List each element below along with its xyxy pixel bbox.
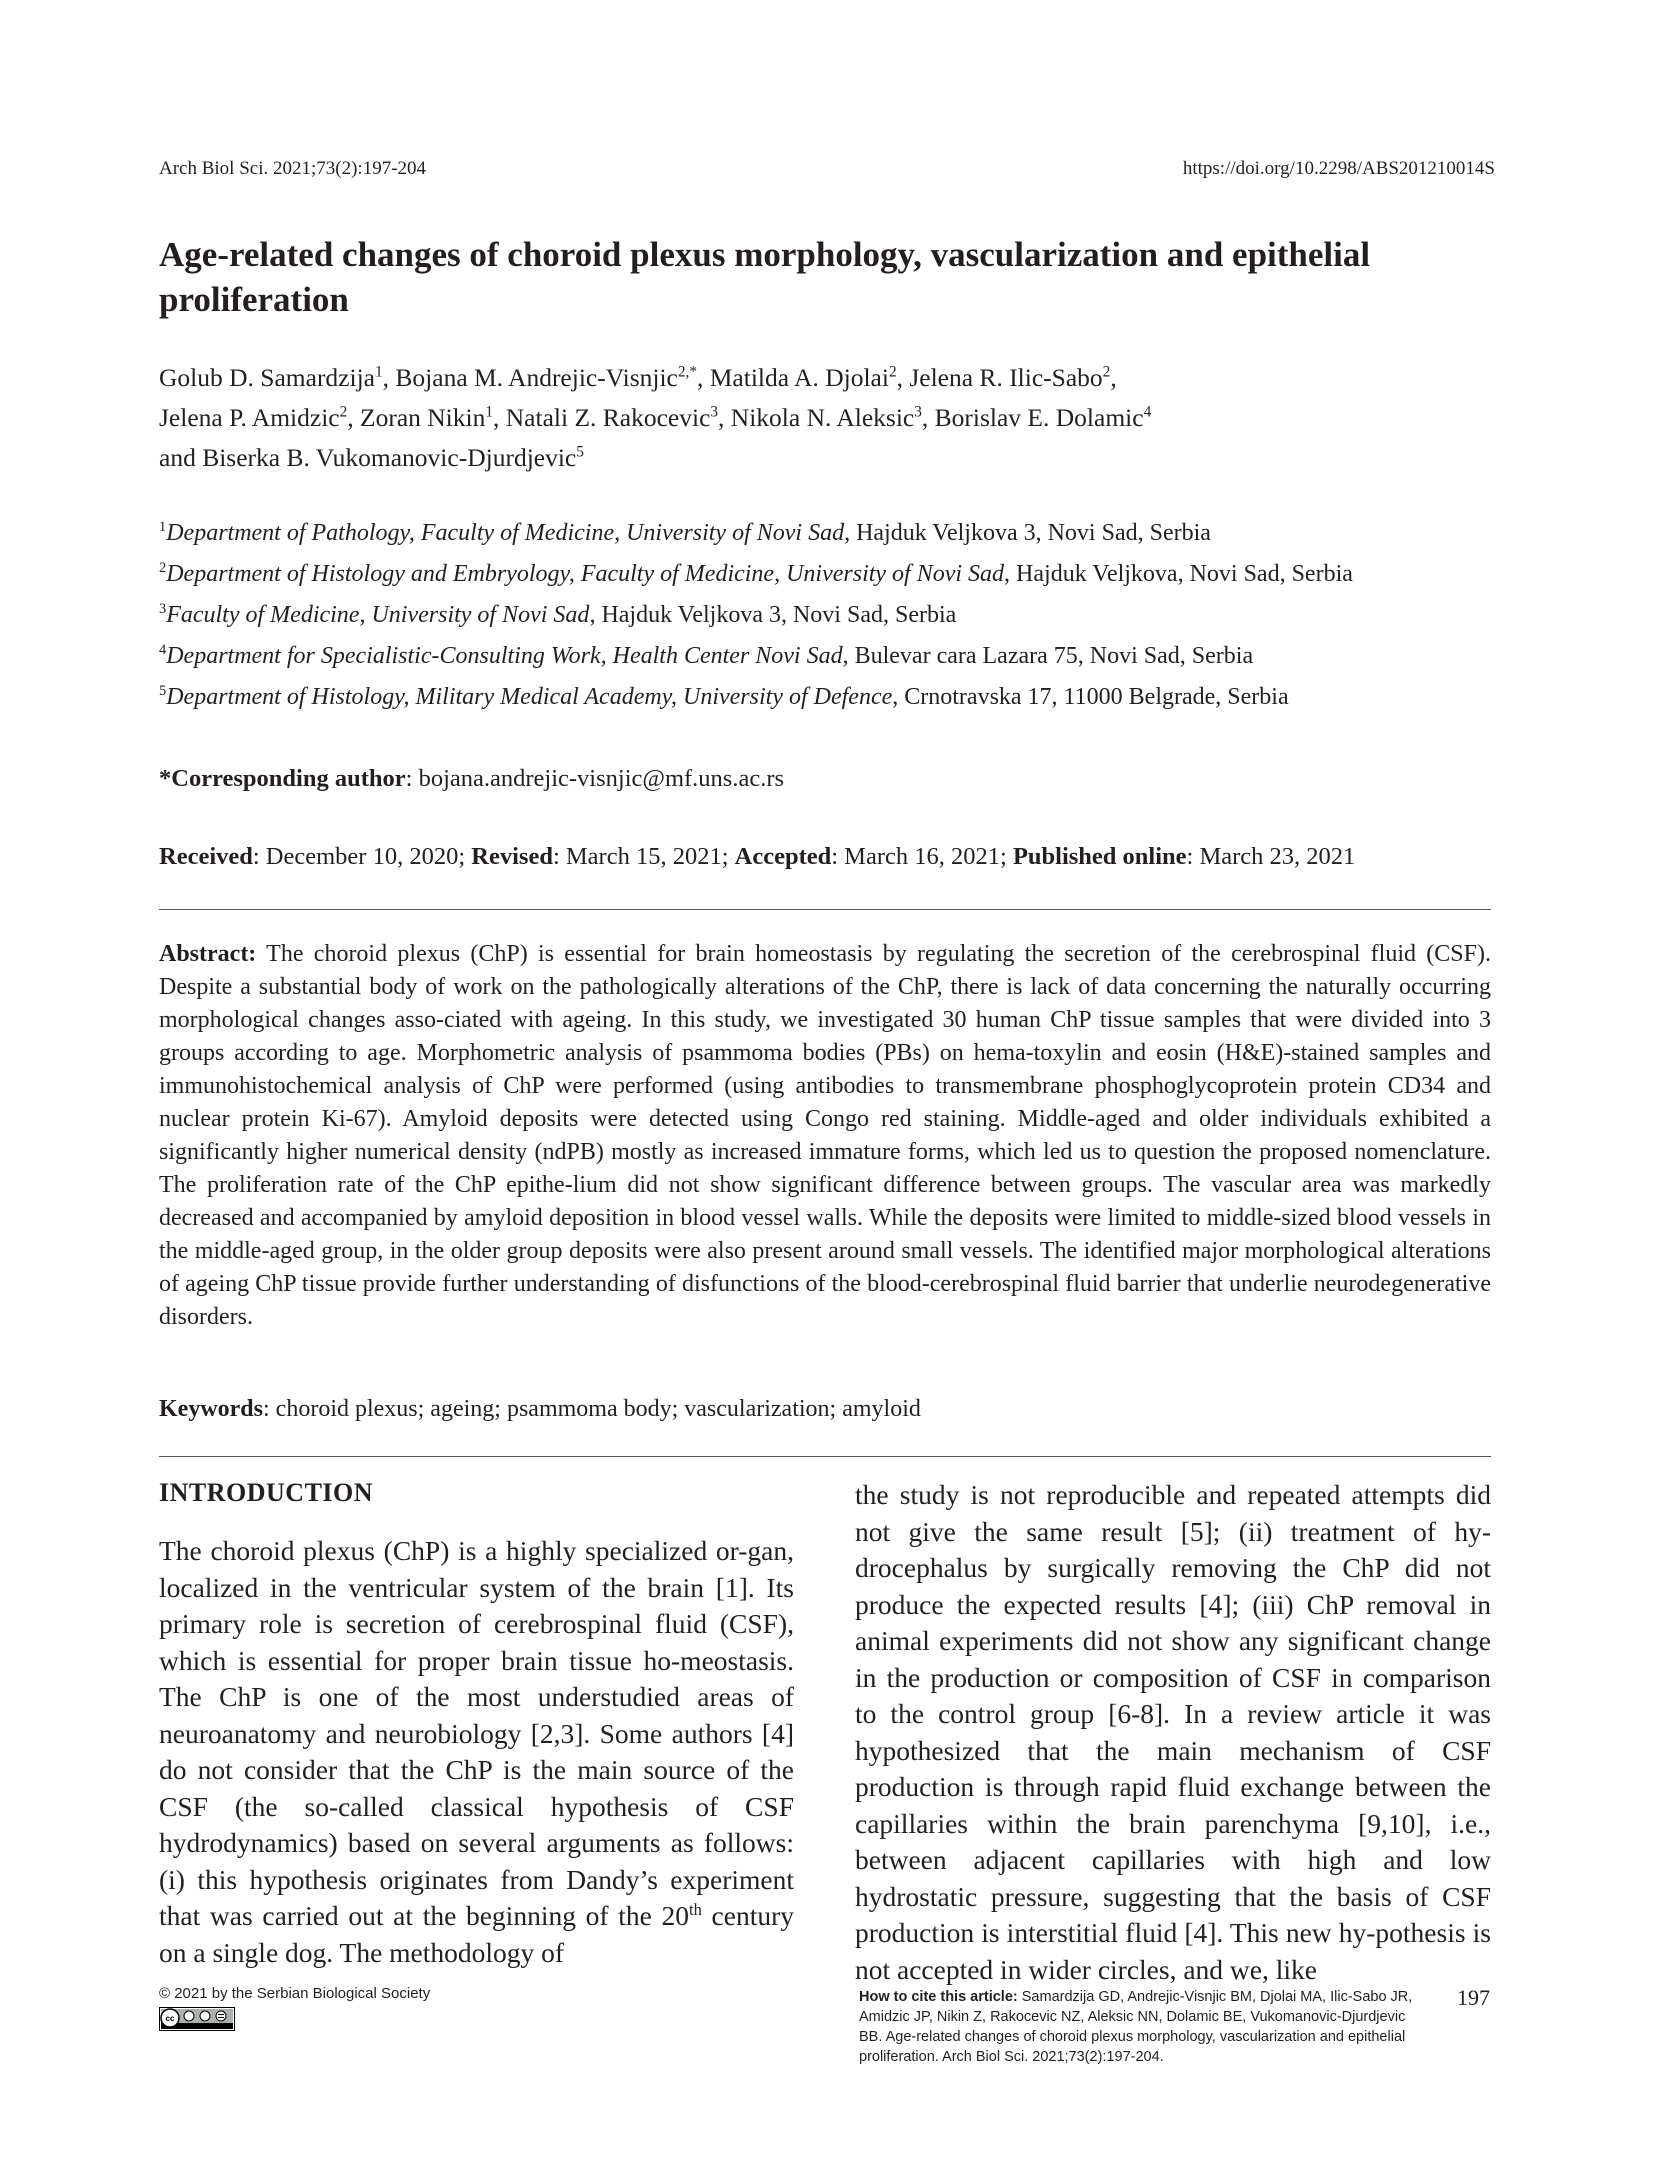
author-name: Zoran Nikin — [360, 403, 486, 432]
author-affiliation-mark: 2 — [339, 403, 348, 421]
author-name: Bojana M. Andrejic-Visnjic — [395, 363, 678, 392]
revised-label: Revised — [471, 843, 553, 870]
affiliation-2 — [159, 559, 1353, 589]
affiliation-address: , Crnotravska 17, 11000 Belgrade, Serbia — [892, 684, 1289, 710]
author-affiliation-mark: 3 — [710, 403, 719, 421]
body-text: The choroid plexus (ChP) is a highly specialized or-gan, localized in the ventricular system of the brain [1]. Its primary role is secretion of cerebrospinal fluid (CSF), which is essential for proper brain tissue ho-meostasis. The ChP is one of the most understudied areas of neuroanatomy and neurobiology [2,3]. Some authors [4] do not consider that the ChP is the main source of the CSF (the so-called classical hypothesis of CSF hydrodynamics) based on several arguments as follows: (i) this hypothesis originates from Dandy’s experiment that was carried out at the beginning of the 20 — [159, 1535, 794, 1931]
corresponding-author-email[interactable]: : bojana.andrejic-visnjic@mf.uns.ac.rs — [405, 765, 785, 792]
affiliation-number: 4 — [159, 642, 167, 658]
abstract — [159, 938, 1491, 1334]
divider-top — [159, 909, 1491, 910]
affiliation-1 — [159, 518, 1211, 548]
author-name: Golub D. Samardzija — [159, 363, 375, 392]
author-affiliation-mark: 1 — [375, 363, 383, 381]
affiliation-number: 3 — [159, 601, 167, 617]
received-label: Received — [159, 843, 253, 870]
cc-by-nc-nd-license-icon[interactable] — [159, 2007, 235, 2031]
accepted-label: Accepted — [734, 843, 832, 870]
author-affiliation-mark: 4 — [1143, 403, 1152, 421]
affiliation-number: 2 — [159, 560, 167, 576]
author-name: Biserka B. Vukomanovic-Djurdjevic — [202, 443, 577, 472]
author-list: Golub D. Samardzija$^1$, Bojana M. Andrejic-Visnjic$^{2,*}$, Matilda A. Djolai$^2$, Jelena R. Ilic-Sabo$^2$, Jelena P. Amidzic$^2$, Zoran Nikin$^1$, Natali Z. Rakocevic$^3$, Nikola N. Aleksic$^3$, Borislav E. Dolamic$^4$ and Biserka B. Vukomanovic-Djurdjevic$^5$ — [159, 363, 1152, 472]
copyright-notice: © 2021 by the Serbian Biological Society — [159, 1985, 431, 2002]
affiliation-address: , Hajduk Veljkova 3, Novi Sad, Serbia — [844, 520, 1211, 546]
citation-text: Samardzija GD, Andrejic-Visnjic BM, Djolai MA, Ilic-Sabo JR, Amidzic JP, Nikin Z, Rakocevic NZ, Aleksic NN, Dolamic BE, Vukomanovic-Djurdjevic BB. Age-related changes of choroid plexus morphology, vascularization and epithelial proliferation. Arch Biol Sci. 2021;73(2):197-204. — [859, 1989, 1413, 2065]
ordinal-superscript: th — [689, 1899, 702, 1919]
accepted-date: : March 16, 2021; — [831, 843, 1013, 870]
corresponding-author-label: *Corresponding author — [159, 765, 406, 792]
publication-dates — [159, 843, 1355, 871]
affiliation-department: Department of Histology, Military Medical Academy, University of Defence — [166, 684, 893, 710]
revised-date: : March 15, 2021; — [552, 843, 735, 870]
abstract-text: The choroid plexus (ChP) is essential for brain homeostasis by regulating the secretion of the cerebrospinal fluid (CSF). Despite a substantial body of work on the pathologically alterations of the ChP, there is lack of data concerning the naturally occurring morphological changes asso-ciated with ageing. In this study, we investigated 30 human ChP tissue samples that were divided into 3 groups according to age. Morphometric analysis of psammoma bodies (PBs) on hema-toxylin and eosin (H&E)-stained samples and immunohistochemical analysis of ChP were performed (using antibodies to transmembrane phosphoglycoprotein protein CD34 and nuclear protein Ki-67). Amyloid deposits were detected using Congo red staining. Middle-aged and older individuals exhibited a significantly higher numerical density (ndPB) mostly as increased immature forms, which led us to question the proposed nomenclature. The proliferation rate of the ChP epithe-lium did not show significant difference between groups. The vascular area was markedly decreased and accompanied by amyloid deposition in blood vessel walls. While the deposits were limited to middle-sized blood vessels in the middle-aged group, in the older group deposits were also present around small vessels. The identified major morphological alterations of ageing ChP tissue provide further understanding of disfunctions of the blood-cerebrospinal fluid barrier that underlie neurodegenerative disorders. — [159, 941, 1491, 1330]
body-text: century on a single dog. The methodology of — [159, 1900, 794, 1968]
affiliation-address: , Hajduk Veljkova, Novi Sad, Serbia — [1004, 561, 1353, 587]
author-affiliation-mark: 2 — [1102, 363, 1111, 381]
journal-reference: Arch Biol Sci. 2021;73(2):197-204 — [159, 158, 427, 179]
citation-block — [859, 1987, 1419, 2067]
author-name: Jelena R. Ilic-Sabo — [909, 363, 1103, 392]
author-affiliation-mark: 1 — [485, 403, 494, 421]
body-column-left — [159, 1533, 794, 1971]
affiliation-number: 5 — [159, 683, 167, 699]
affiliation-department: Department for Specialistic-Consulting Work, Health Center Novi Sad — [166, 643, 843, 669]
svg-text:cc: cc — [165, 2014, 175, 2023]
body-column-right: the study is not reproducible and repeated attempts did not give the same result [5]; (ii) treatment of hy-drocephalus by surgically removing the ChP did not produce the expected results [4]; (iii) ChP removal in animal experiments did not show any significant change in the production or composition of CSF in comparison to the control group [6-8]. In a review article it was hypothesized that the main mechanism of CSF production is through rapid fluid exchange between the capillaries within the brain parenchyma [9,10], i.e., between adjacent capillaries with high and low hydrostatic pressure, suggesting that the basis of CSF production is interstitial fluid [4]. This new hy-pothesis is not accepted in wider circles, and we, like — [855, 1479, 1491, 1985]
citation-label: How to cite this article: — [859, 1989, 1018, 2005]
author-name: Jelena P. Amidzic — [159, 403, 340, 432]
keywords — [159, 1396, 921, 1423]
affiliation-5 — [159, 682, 1289, 712]
author-name: Nikola N. Aleksic — [730, 403, 915, 432]
author-name: Matilda A. Djolai — [709, 363, 889, 392]
received-date: : December 10, 2020; — [252, 843, 472, 870]
author-affiliation-mark: 2 — [888, 363, 897, 381]
divider-bottom — [159, 1456, 1491, 1457]
published-label: Published online — [1012, 843, 1187, 870]
keywords-label: Keywords — [159, 1396, 263, 1422]
author-affiliation-mark: 5 — [576, 443, 584, 461]
author-affiliation-mark: 2,* — [677, 363, 697, 381]
abstract-label: Abstract: — [159, 941, 257, 967]
keywords-text: : choroid plexus; ageing; psammoma body; vascularization; amyloid — [263, 1396, 921, 1422]
affiliation-address: , Hajduk Veljkova 3, Novi Sad, Serbia — [589, 602, 957, 628]
author-name: Borislav E. Dolamic — [934, 403, 1144, 432]
article-title: Age-related changes of choroid plexus morphology, vascularization and epithelial proliferation — [159, 235, 1371, 319]
affiliation-department: Faculty of Medicine, University of Novi Sad — [166, 602, 590, 628]
author-name: Natali Z. Rakocevic — [505, 403, 711, 432]
affiliation-department: Department of Pathology, Faculty of Medicine, University of Novi Sad — [166, 520, 845, 546]
page-number: 197 — [1457, 1985, 1490, 2010]
doi-link[interactable]: https://doi.org/10.2298/ABS201210014S — [1182, 158, 1495, 179]
affiliation-3 — [159, 600, 956, 630]
published-date: : March 23, 2021 — [1186, 843, 1356, 870]
affiliation-4 — [159, 641, 1253, 671]
affiliation-number: 1 — [159, 519, 167, 535]
section-heading-introduction: INTRODUCTION — [159, 1478, 374, 1507]
author-affiliation-mark: 3 — [914, 403, 922, 421]
affiliation-department: Department of Histology and Embryology, Faculty of Medicine, University of Novi Sad — [166, 561, 1005, 587]
affiliation-address: , Bulevar cara Lazara 75, Novi Sad, Serbia — [842, 643, 1254, 669]
corresponding-author — [159, 765, 784, 793]
author-conjunction: and — [159, 443, 196, 472]
